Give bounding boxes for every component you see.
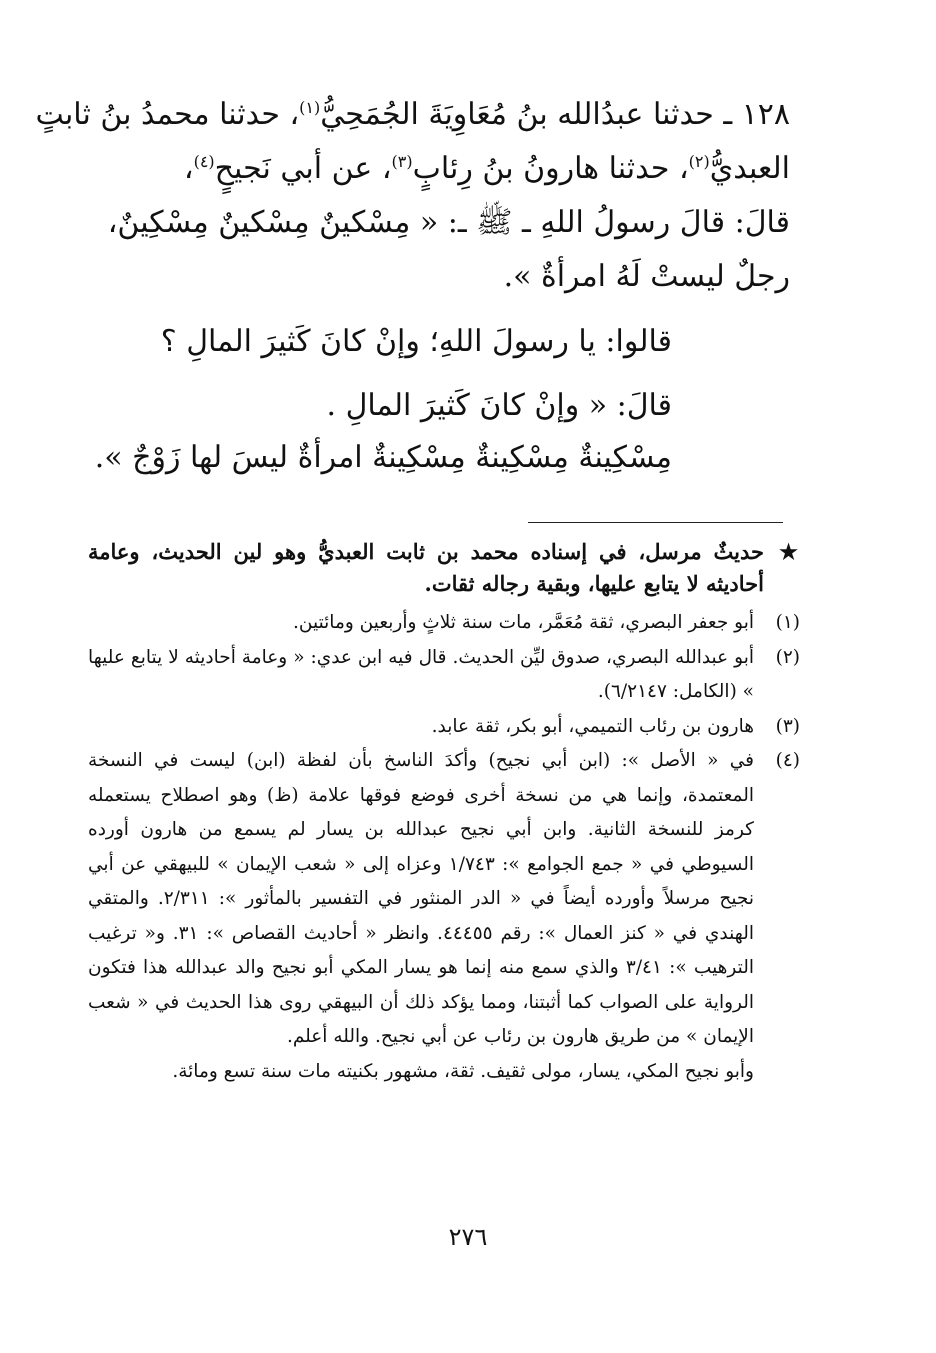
footnote-text: هارون بن رئاب التميمي، أبو بكر، ثقة عابد. bbox=[431, 715, 754, 737]
hadith-line-2-mid: ، حدثنا هارونُ بنُ رِئابٍ bbox=[412, 151, 689, 186]
footnote-ref-1[interactable]: (١) bbox=[299, 98, 321, 117]
footnote-3 bbox=[88, 710, 800, 745]
hadith-line-2 bbox=[60, 142, 790, 196]
footnote-1 bbox=[88, 606, 800, 641]
hadith-question: قالوا: يا رسولَ اللهِ؛ وإنْ كانَ كَثيرَ المالِ ؟ bbox=[160, 324, 672, 359]
hadith-line-4: رجلٌ ليستْ لَهُ امرأةٌ ». bbox=[503, 259, 790, 294]
footnote-text: أبو عبدالله البصري، صدوق ليِّن الحديث. قال فيه ابن عدي: « وعامة أحاديثه لا يتابع عليها » (الكامل: ٦/٢١٤٧). bbox=[88, 646, 754, 702]
footnote-divider bbox=[528, 522, 783, 523]
grading-note-text: حديثٌ مرسل، في إسناده محمد بن ثابت العبديُّ وهو لين الحديث، وعامة أحاديثه لا يتابع عليها، وبقية رجاله ثقات. bbox=[88, 539, 764, 596]
footnote-text: أبو جعفر البصري، ثقة مُعَمَّر، مات سنة ثلاثٍ وأربعين ومائتين. bbox=[293, 612, 754, 633]
hadith-text bbox=[35, 88, 790, 304]
hadith-line-2-mid2: ، عن أبي نَجيحٍ bbox=[214, 151, 392, 186]
page-number: ٢٧٦ bbox=[448, 1223, 488, 1251]
footnote-ref-4[interactable]: (٤) bbox=[193, 152, 215, 171]
hadith-answer-2: مِسْكِينةٌ مِسْكِينةٌ مِسْكِينةٌ امرأةٌ ليسَ لها زَوْجٌ ». bbox=[94, 440, 672, 475]
footnote-closing-text: وأبو نجيح المكي، يسار، مولى ثقيف. ثقة، مشهور بكنيته مات سنة تسع ومائة. bbox=[172, 1060, 754, 1082]
footnote-number: (٣) bbox=[775, 715, 800, 737]
star-icon: ★ bbox=[779, 539, 798, 564]
hadith-line-3: قالَ: قالَ رسولُ اللهِ ـ ﷺ ـ: « مِسْكينٌ مِسْكينٌ مِسْكِينٌ، bbox=[107, 205, 790, 240]
footnote-ref-3[interactable]: (٣) bbox=[391, 152, 413, 171]
footnote-number: (٢) bbox=[775, 646, 800, 668]
footnote-text: في « الأصل »: (ابن أبي نجيح) وأكدَ الناسخ بأن لفظة (ابن) ليست في النسخة المعتمدة، وإنما هي من نسخة أخرى فوضع فوقها علامة (ظ) وهو اصطلاح يستعمله كرمز للنسخة الثانية. وابن أبي نجيح عبدالله بن يسار لم يسمع من هارون أورده السيوطي في « جمع الجوامع »: ١/٧٤٣ وعزاه إلى « شعب الإيمان » للبيهقي عن أبي نجيح مرسلاً وأورده أيضاً في « الدر المنثور في التفسير بالمأثور »: ٢/٣١١. والمتقي الهندي في « كنز العمال »: رقم ٤٤٤٥٥. وانظر « أحاديث القصاص »: ٣١. و« ترغيب الترهيب »: ٣/٤١ والذي سمع منه إنما هو يسار المكي أبو نجيح والد عبدالله هذا فتكون الرواية على الصواب كما أثبتنا، ومما يؤكد ذلك أن البيهقي روى هذا الحديث في « شعب الإيمان » من طريق هارون بن رئاب عن أبي نجيح. والله أعلم. bbox=[88, 750, 754, 1047]
hadith-answer-1: قالَ: « وإنْ كانَ كَثيرَ المالِ . bbox=[326, 388, 672, 423]
grading-note bbox=[88, 536, 800, 600]
hadith-line-1 bbox=[35, 88, 790, 142]
footnote-number: (١) bbox=[775, 612, 800, 633]
hadith-line-2-start: العبديُّ bbox=[709, 151, 790, 186]
footnotes bbox=[88, 536, 800, 1089]
footnote-closing bbox=[88, 1055, 800, 1090]
footnote-2 bbox=[88, 641, 800, 710]
hadith-line-1-end: ، حدثنا محمدُ بنُ ثابتٍ bbox=[35, 97, 300, 132]
footnote-4 bbox=[88, 744, 800, 1055]
hadith-line-2-end: ، bbox=[183, 151, 194, 186]
footnote-number: (٤) bbox=[775, 750, 800, 771]
hadith-dialogue bbox=[94, 316, 672, 484]
hadith-line-1-start: ١٢٨ ـ حدثنا عبدُالله بنُ مُعَاوِيَةَ الجُمَحِيُّ bbox=[320, 97, 790, 132]
footnote-ref-2[interactable]: (٢) bbox=[688, 152, 710, 171]
